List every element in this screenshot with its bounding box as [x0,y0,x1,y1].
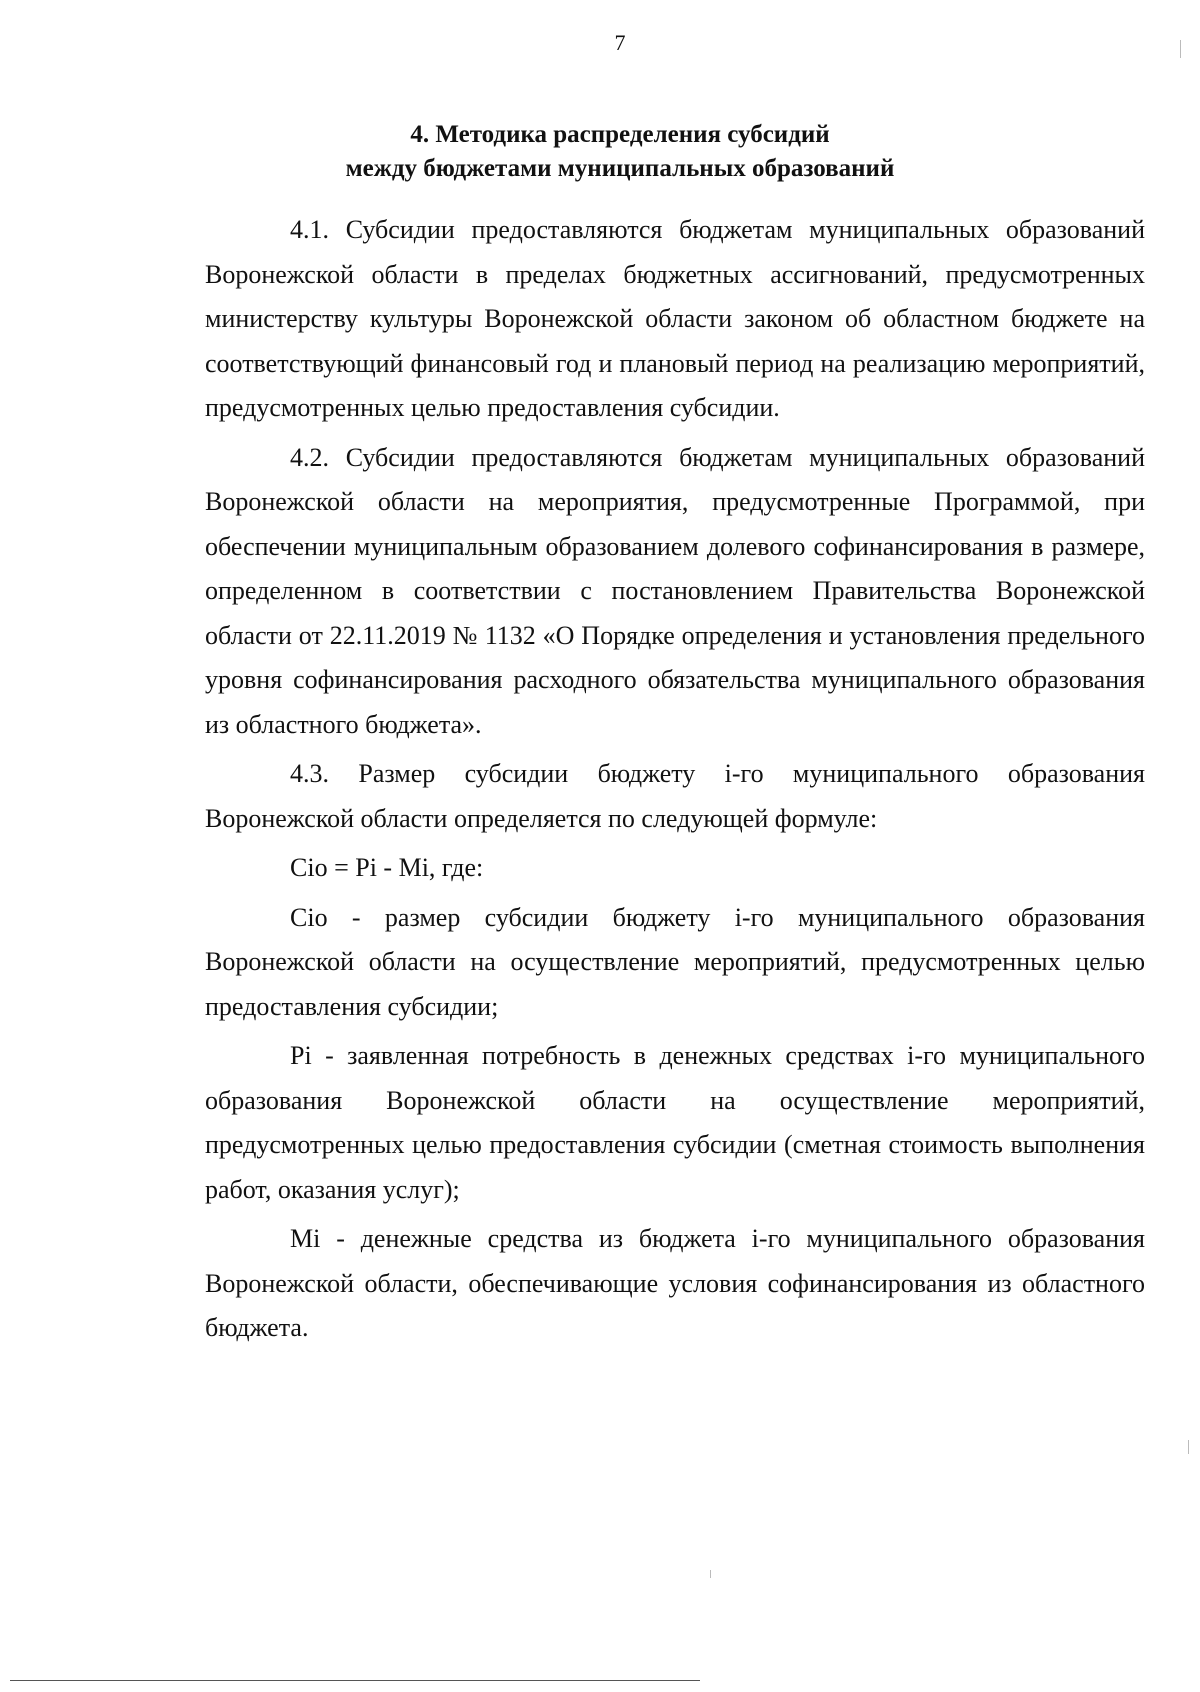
paragraph-4-3: 4.3. Размер субсидии бюджету i-го муниципального образования Воронежской области определяется по следующей формуле: [205,759,1145,833]
section-title-line-2: между бюджетами муниципальных образований [345,155,895,182]
paragraph-4-2: 4.2. Субсидии предоставляются бюджетам муниципальных образований Воронежской области на мероприятия, предусмотренные Программой, при обеспечении муниципальным образованием долевого софинансирования в размере, определенном в соответствии с постановлением Правительства Воронежской области от 22.11.2019 № 1132 «О Порядке определения и установления предельного уровня софинансирования расходного обязательства муниципального образования из областного бюджета». [205,442,1145,739]
definition-cio: Cio - размер субсидии бюджету i-го муниципального образования Воронежской области на осуществление мероприятий, предусмотренных целью предоставления субсидии; [205,902,1145,1021]
formula: Cio = Pi - Mi, где: [290,853,484,882]
paragraph-4-1: 4.1. Субсидии предоставляются бюджетам муниципальных образований Воронежской области в пределах бюджетных ассигнований, предусмотренных министерству культуры Воронежской области законом об областном бюджете на соответствующий финансовый год и плановый период на реализацию мероприятий, предусмотренных целью предоставления субсидии. [205,215,1145,422]
scan-mark [1188,1440,1189,1454]
document-body [205,208,1145,1356]
section-title-line-1: 4. Методика распределения субсидий [410,121,830,148]
definition-mi: Mi - денежные средства из бюджета i-го муниципального образования Воронежской области, обеспечивающие условия софинансирования из областного бюджета. [205,1224,1145,1342]
definition-pi: Pi - заявленная потребность в денежных средствах i-го муниципального образования Воронежской области на осуществление мероприятий, предусмотренных целью предоставления субсидии (сметная стоимость выполнения работ, оказания услуг); [205,1041,1145,1204]
scan-mark [710,1570,711,1578]
footer-rule [10,1680,700,1681]
page-number: 7 [614,30,626,55]
section-heading [0,118,1200,186]
scan-mark [1180,40,1181,58]
